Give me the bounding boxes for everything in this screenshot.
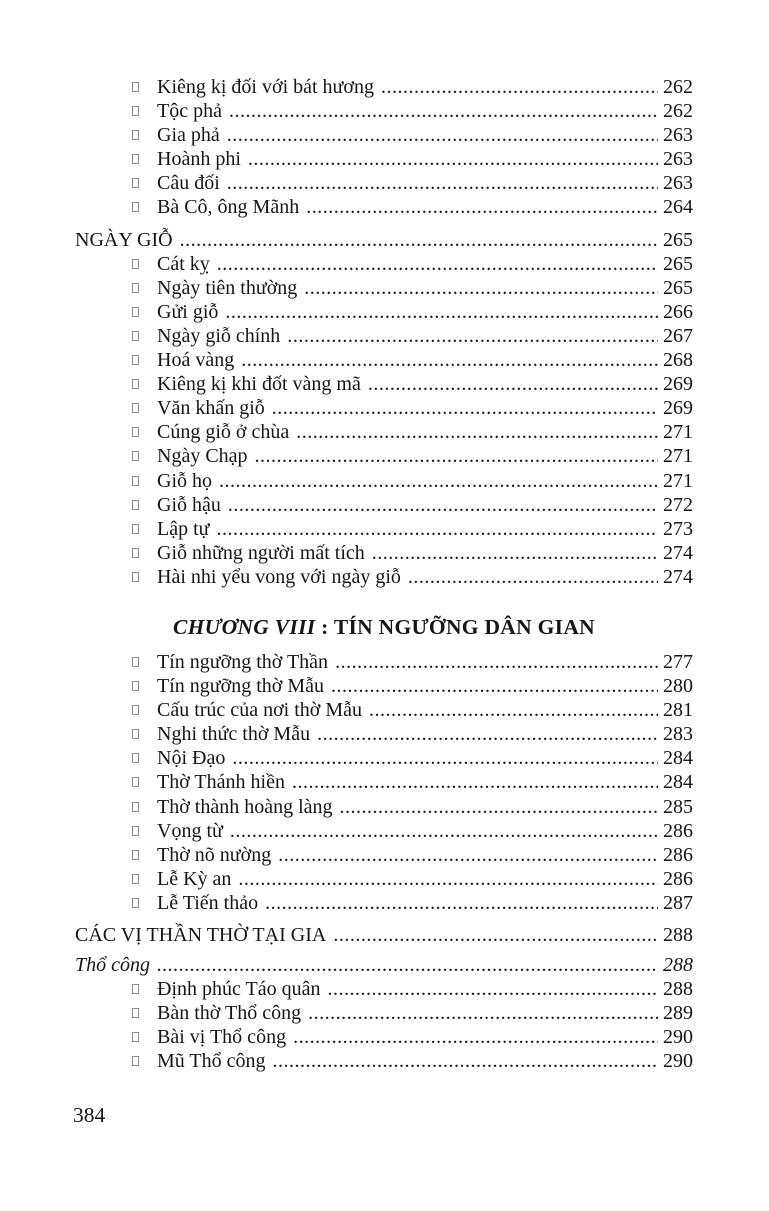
- square-bullet-icon: [132, 802, 139, 812]
- toc-entry-page: 273: [663, 517, 693, 540]
- dot-leader: [331, 674, 658, 698]
- dot-leader: [333, 923, 658, 947]
- toc-entry-label: Văn khấn giỗ: [157, 397, 265, 420]
- toc-entry-label: Ngày giỗ chính: [157, 324, 281, 347]
- toc-entry-page: 286: [663, 819, 693, 842]
- toc-row: [75, 276, 693, 300]
- toc-entry-label: Tín ngưỡng thờ Mẫu: [157, 675, 324, 698]
- toc-entry-label: Ngày tiên thường: [157, 276, 298, 299]
- toc-entry-page: 277: [663, 650, 693, 673]
- square-bullet-icon: [132, 202, 139, 212]
- dot-leader: [292, 770, 658, 794]
- toc-entry-label: Nội Đạo: [157, 747, 226, 770]
- square-bullet-icon: [132, 283, 139, 293]
- square-bullet-icon: [132, 259, 139, 269]
- toc-entry-label: Vọng từ: [157, 819, 223, 842]
- toc-entry-label: Hài nhi yểu vong với ngày giỗ: [157, 565, 401, 588]
- toc-row: [75, 396, 693, 420]
- square-bullet-icon: [132, 826, 139, 836]
- toc-row: [75, 674, 693, 698]
- dot-leader: [308, 1001, 658, 1025]
- toc-entry-label: Thổ công: [75, 954, 150, 977]
- folio-page-number: 384: [73, 1103, 106, 1127]
- toc-entry-page: 290: [663, 1026, 693, 1049]
- toc-entry-label: Bàn thờ Thổ công: [157, 1002, 302, 1025]
- dot-leader: [293, 1025, 658, 1049]
- square-bullet-icon: [132, 548, 139, 558]
- square-bullet-icon: [132, 331, 139, 341]
- dot-leader: [157, 953, 658, 977]
- toc-row: [75, 517, 693, 541]
- toc-entry-page: 271: [663, 469, 693, 492]
- dot-leader: [219, 469, 658, 493]
- dot-leader: [232, 746, 658, 770]
- dot-leader: [217, 517, 659, 541]
- toc-row: [75, 300, 693, 324]
- toc-row: [75, 123, 693, 147]
- dot-leader: [217, 252, 658, 276]
- dot-leader: [265, 891, 658, 915]
- square-bullet-icon: [132, 524, 139, 534]
- square-bullet-icon: [132, 307, 139, 317]
- toc-entry-label: Câu đối: [157, 172, 220, 195]
- toc-entry-page: 287: [663, 891, 693, 914]
- toc-entry-page: 286: [663, 867, 693, 890]
- dot-leader: [408, 565, 658, 589]
- dot-leader: [304, 276, 658, 300]
- toc-row: [75, 867, 693, 891]
- toc-entry-page: 262: [663, 76, 693, 98]
- toc-row: [75, 324, 693, 348]
- toc-row: [75, 722, 693, 746]
- toc-entry-page: 274: [663, 541, 693, 564]
- dot-leader: [255, 444, 658, 468]
- toc-row: [75, 650, 693, 674]
- toc-row: [75, 541, 693, 565]
- toc-entry-label: Định phúc Táo quân: [157, 978, 321, 1001]
- toc-entry-label: Thờ nõ nường: [157, 843, 272, 866]
- toc-entry-label: Ngày Chạp: [157, 445, 248, 468]
- toc-entry-label: Giỗ họ: [157, 469, 212, 492]
- toc-row: [75, 252, 693, 276]
- dot-leader: [227, 123, 658, 147]
- toc-entry-label: Gửi giỗ: [157, 300, 219, 323]
- toc-row: [75, 923, 693, 947]
- square-bullet-icon: [132, 657, 139, 667]
- square-bullet-icon: [132, 154, 139, 164]
- toc-row: [75, 420, 693, 444]
- dot-leader: [180, 228, 658, 252]
- toc-entry-page: 284: [663, 771, 693, 794]
- chapter-title-label: : TÍN NGƯỠNG DÂN GIAN: [315, 614, 595, 639]
- dot-leader: [238, 867, 658, 891]
- dot-leader: [340, 795, 658, 819]
- toc-entry-page: 288: [663, 954, 693, 977]
- toc-row: [75, 348, 693, 372]
- toc-entry-page: 285: [663, 795, 693, 818]
- toc-entry-page: 267: [663, 324, 693, 347]
- toc-row: [75, 819, 693, 843]
- toc-entry-page: 283: [663, 723, 693, 746]
- dot-leader: [229, 99, 658, 123]
- dot-leader: [381, 75, 658, 99]
- square-bullet-icon: [132, 850, 139, 860]
- toc-entry-label: Giỗ hậu: [157, 493, 221, 516]
- square-bullet-icon: [132, 984, 139, 994]
- square-bullet-icon: [132, 451, 139, 461]
- toc-entry-label: Lập tự: [157, 517, 210, 540]
- toc-row: [75, 493, 693, 517]
- square-bullet-icon: [132, 130, 139, 140]
- toc-row: [75, 1025, 693, 1049]
- square-bullet-icon: [132, 178, 139, 188]
- square-bullet-icon: [132, 106, 139, 116]
- square-bullet-icon: [132, 82, 139, 92]
- toc-row: [75, 891, 693, 915]
- toc-row: [75, 75, 693, 99]
- toc-entry-label: Tín ngưỡng thờ Thần: [157, 650, 329, 673]
- toc-entry-page: 271: [663, 421, 693, 444]
- dot-leader: [278, 843, 658, 867]
- square-bullet-icon: [132, 476, 139, 486]
- toc-entry-page: 281: [663, 699, 693, 722]
- toc-entry-label: CÁC VỊ THẦN THỜ TẠI GIA: [75, 924, 327, 946]
- toc-row: [75, 469, 693, 493]
- toc-entry-label: Cúng giỗ ở chùa: [157, 421, 290, 444]
- toc-row: [75, 795, 693, 819]
- toc-entry-page: 265: [663, 276, 693, 299]
- dot-leader: [317, 722, 658, 746]
- toc-entry-label: Gia phả: [157, 124, 220, 147]
- toc-entry-label: Thờ thành hoàng làng: [157, 795, 333, 818]
- toc-entry-label: Hoành phi: [157, 148, 241, 171]
- toc-row: [75, 228, 693, 252]
- toc-row: [75, 698, 693, 722]
- toc-entry-page: 274: [663, 565, 693, 588]
- toc-entry-page: 263: [663, 148, 693, 171]
- toc-entry-page: 272: [663, 493, 693, 516]
- toc-entry-page: 288: [663, 978, 693, 1001]
- toc-entry-label: Lễ Kỳ an: [157, 867, 232, 890]
- chapter-heading: [75, 612, 693, 642]
- toc-entry-label: NGÀY GIỖ: [75, 228, 173, 251]
- toc-row: [75, 99, 693, 123]
- toc-entry-page: 268: [663, 349, 693, 372]
- dot-leader: [328, 977, 659, 1001]
- toc-row: [75, 444, 693, 468]
- toc-entry-page: 290: [663, 1050, 693, 1073]
- toc-row: [75, 746, 693, 770]
- dot-leader: [228, 493, 658, 517]
- dot-leader: [306, 195, 658, 219]
- dot-leader: [230, 819, 658, 843]
- square-bullet-icon: [132, 427, 139, 437]
- toc-row: [75, 147, 693, 171]
- square-bullet-icon: [132, 753, 139, 763]
- square-bullet-icon: [132, 403, 139, 413]
- dot-leader: [287, 324, 658, 348]
- toc-row: [75, 372, 693, 396]
- dot-leader: [272, 396, 658, 420]
- toc-entry-page: 262: [663, 100, 693, 123]
- square-bullet-icon: [132, 874, 139, 884]
- toc-entry-label: Nghi thức thờ Mẫu: [157, 723, 311, 746]
- toc-entry-label: Giỗ những người mất tích: [157, 541, 365, 564]
- square-bullet-icon: [132, 777, 139, 787]
- toc-entry-label: Lễ Tiến thảo: [157, 891, 259, 914]
- square-bullet-icon: [132, 705, 139, 715]
- dot-leader: [248, 147, 658, 171]
- toc-row: [75, 171, 693, 195]
- toc-entry-page: 288: [663, 924, 693, 946]
- dot-leader: [335, 650, 658, 674]
- toc-entry-page: 266: [663, 300, 693, 323]
- dot-leader: [368, 372, 658, 396]
- toc-row: [75, 565, 693, 589]
- dot-leader: [225, 300, 658, 324]
- toc-entry-label: Cấu trúc của nơi thờ Mẫu: [157, 699, 362, 722]
- square-bullet-icon: [132, 1008, 139, 1018]
- square-bullet-icon: [132, 1032, 139, 1042]
- toc-entry-page: 271: [663, 445, 693, 468]
- square-bullet-icon: [132, 898, 139, 908]
- toc-entry-page: 284: [663, 747, 693, 770]
- toc-entry-label: Kiêng kị đối với bát hương: [157, 76, 374, 98]
- toc-row: [75, 1001, 693, 1025]
- toc-entry-page: 286: [663, 843, 693, 866]
- toc-entry-label: Bà Cô, ông Mãnh: [157, 196, 300, 219]
- toc-row: [75, 953, 693, 977]
- toc-row: [75, 770, 693, 794]
- toc-entry-label: Tộc phả: [157, 100, 222, 123]
- toc-entry-label: Bài vị Thổ công: [157, 1026, 287, 1049]
- toc-entry-page: 269: [663, 373, 693, 396]
- square-bullet-icon: [132, 729, 139, 739]
- toc-entry-page: 265: [663, 228, 693, 251]
- toc-entry-page: 265: [663, 252, 693, 275]
- toc-entry-page: 280: [663, 675, 693, 698]
- dot-leader: [372, 541, 658, 565]
- toc-entry-label: Hoá vàng: [157, 349, 235, 372]
- square-bullet-icon: [132, 1056, 139, 1066]
- dot-leader: [296, 420, 658, 444]
- square-bullet-icon: [132, 379, 139, 389]
- toc-row: [75, 195, 693, 219]
- toc-entry-label: Cát kỵ: [157, 252, 210, 275]
- square-bullet-icon: [132, 500, 139, 510]
- dot-leader: [227, 171, 658, 195]
- toc-entry-label: Mũ Thổ công: [157, 1050, 266, 1073]
- toc-row: [75, 1049, 693, 1073]
- square-bullet-icon: [132, 572, 139, 582]
- toc-row: [75, 843, 693, 867]
- dot-leader: [241, 348, 658, 372]
- square-bullet-icon: [132, 355, 139, 365]
- toc-entry-label: Kiêng kị khi đốt vàng mã: [157, 373, 361, 396]
- toc-entry-page: 289: [663, 1002, 693, 1025]
- dot-leader: [273, 1049, 658, 1073]
- square-bullet-icon: [132, 681, 139, 691]
- toc-list: [75, 75, 693, 1074]
- toc-entry-page: 263: [663, 124, 693, 147]
- toc-row: [75, 977, 693, 1001]
- chapter-number-label: CHƯƠNG VIII: [173, 614, 316, 639]
- toc-entry-page: 264: [663, 196, 693, 219]
- dot-leader: [369, 698, 658, 722]
- toc-entry-page: 263: [663, 172, 693, 195]
- toc-entry-label: Thờ Thánh hiền: [157, 771, 285, 794]
- toc-entry-page: 269: [663, 397, 693, 420]
